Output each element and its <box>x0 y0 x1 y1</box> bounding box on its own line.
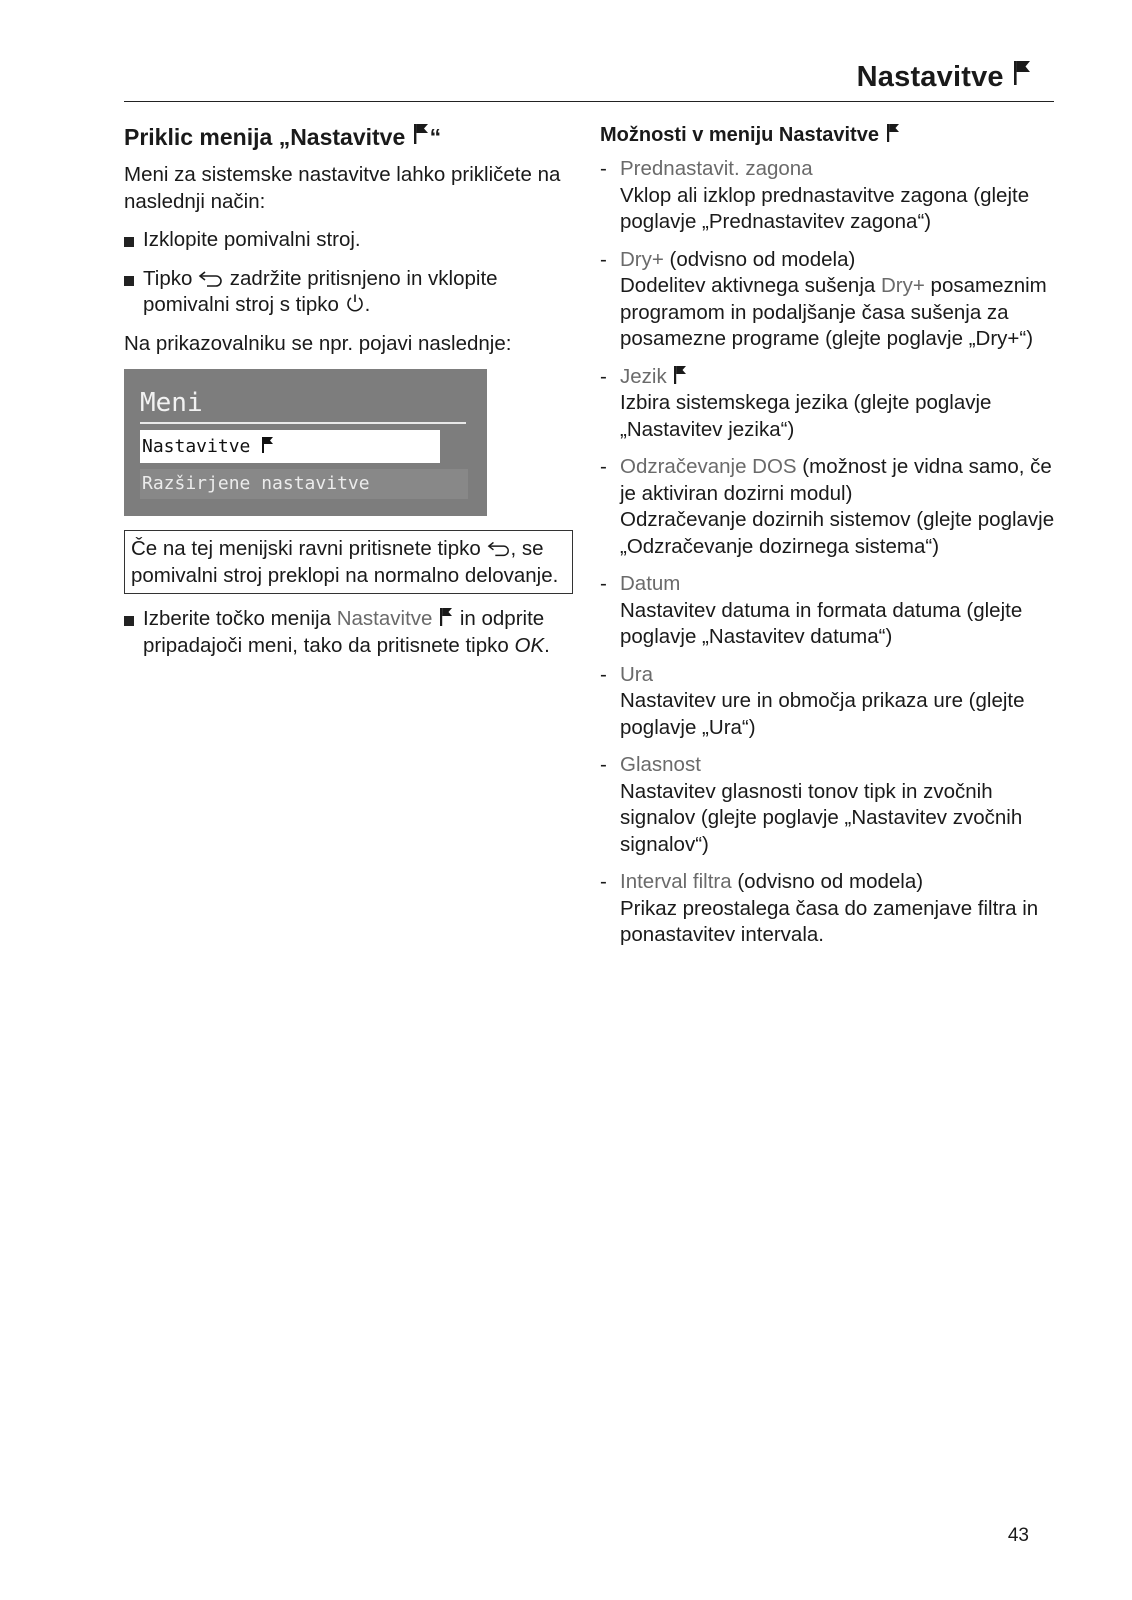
instruction-step <box>124 227 584 254</box>
option-name: Odzračevanje DOS <box>620 455 797 478</box>
step-text: in odprite pripadajoči meni, tako da pritisnete tipko <box>143 607 545 657</box>
bullet-square-icon <box>124 276 134 286</box>
bullet-square-icon <box>124 237 134 247</box>
header-title-text: Nastavitve <box>856 61 1004 93</box>
flag-icon <box>885 123 901 143</box>
options-heading-text: Možnosti v meniju Nastavitve <box>600 124 879 146</box>
left-column <box>124 122 584 671</box>
option-description: Izbira sistemskega jezika (glejte poglavje „Nastavitev jezika“) <box>620 391 992 441</box>
instruction-step <box>124 266 584 319</box>
display-intro-text: Na prikazovalniku se npr. pojavi naslednje: <box>124 331 512 355</box>
page-header-title <box>857 60 1032 94</box>
option-note: (odvisno od modela) <box>663 247 856 271</box>
option-item: - Datum Nastavitev datuma in formata datuma (glejte poglavje „Nastavitev datuma“) <box>600 572 1023 648</box>
flag-icon <box>672 365 688 385</box>
step-text: Izberite točko menija <box>143 607 332 630</box>
step-text: zadržite pritisnjeno in vklopite pomivalni stroj s tipko <box>143 266 498 316</box>
power-icon <box>345 293 365 313</box>
option-description: Nastavitev glasnosti tonov tipk in zvočnih signalov (glejte poglavje „Nastavitev zvočnih signalov“) <box>620 779 1023 856</box>
option-item: - Odzračevanje DOS (možnost je vidna samo, če je aktiviran dozirni modul) Odzračevanje dozirnih sistemov (glejte poglavje „Odzračevanje dozirnega sistema“) <box>600 455 1055 558</box>
step-text: . <box>544 633 550 657</box>
lcd-menu-item: Razširjene nastavitve <box>140 469 468 499</box>
lcd-selected-label: Nastavitve <box>142 436 251 457</box>
option-description: Nastavitev datuma in formata datuma (glejte poglavje „Nastavitev datuma“) <box>620 598 1023 648</box>
step-text: Tipko <box>143 266 193 290</box>
options-heading <box>600 122 1060 148</box>
option-note: (odvisno od modela) <box>731 870 924 893</box>
intro-text: Meni za sistemske nastavitve lahko prikličete na naslednji način: <box>124 163 561 213</box>
option-description: Nastavitev ure in območja prikaza ure (glejte poglavje „Ura“) <box>620 689 1025 739</box>
note-text: , se pomivalni stroj preklopi na normalno delovanje. <box>131 537 559 587</box>
option-item: - Glasnost Nastavitev glasnosti tonov tipk in zvočnih signalov (glejte poglavje „Nastavitev zvočnih signalov“) <box>600 753 1023 856</box>
instruction-step <box>124 606 584 659</box>
flag-icon <box>412 123 430 145</box>
flag-icon <box>261 436 275 454</box>
right-column <box>600 122 1060 960</box>
option-name: Jezik <box>620 364 667 388</box>
header-divider <box>124 101 1054 102</box>
option-note: (možnost je vidna samo, če je aktiviran dozirni modul) <box>620 455 1052 505</box>
option-item: - Jezik Izbira sistemskega jezika (glejte poglavje „Nastavitev jezika“) <box>600 364 992 441</box>
ok-key-label: OK <box>514 633 545 657</box>
option-name: Prednastavit. zagona <box>620 157 813 180</box>
option-name: Dry+ <box>620 247 664 271</box>
option-name: Glasnost <box>620 753 701 776</box>
option-item: - Dry+ (odvisno od modela) Dodelitev aktivnega sušenja Dry+ posameznim programom in podaljšanje časa sušenja za posamezne programe (glejte poglavje „Dry+“) <box>600 247 1047 350</box>
display-menu-name: Nastavitve <box>336 607 433 630</box>
step-text: . <box>364 293 371 316</box>
section-heading-text: Priklic menija „Nastavitve <box>124 124 406 150</box>
option-name: Interval filtra <box>620 870 732 893</box>
flag-icon <box>1012 60 1032 86</box>
info-note <box>124 530 573 594</box>
step-text: Izklopite pomivalni stroj. <box>143 228 361 251</box>
option-description: Vklop ali izklop prednastavitve zagona (glejte poglavje „Prednastavitev zagona“) <box>620 183 1030 233</box>
option-description: Odzračevanje dozirnih sistemov (glejte poglavje „Odzračevanje dozirnega sistema“) <box>620 508 1055 558</box>
back-arrow-icon <box>198 269 224 287</box>
section-heading <box>124 122 584 152</box>
note-text: Če na tej menijski ravni pritisnete tipko <box>131 537 481 560</box>
option-description: posameznim programom in podaljšanje časa sušenja za posamezne programe (glejte poglavje „Dry+“) <box>620 274 1047 350</box>
section-heading-quote: “ <box>429 124 442 150</box>
option-name: Ura <box>620 662 654 686</box>
lcd-selected-item <box>140 430 440 463</box>
option-item: - Interval filtra (odvisno od modela) Prikaz preostalega časa do zamenjave filtra in ponastavitev intervala. <box>600 870 1039 946</box>
option-description: Dodelitev aktivnega sušenja <box>620 274 876 297</box>
lcd-menu-title: Meni <box>140 385 466 424</box>
option-description: Prikaz preostalega časa do zamenjave filtra in ponastavitev intervala. <box>620 896 1039 946</box>
option-item: - Prednastavit. zagona Vklop ali izklop prednastavitve zagona (glejte poglavje „Prednastavitev zagona“) <box>600 157 1030 233</box>
bullet-square-icon <box>124 616 134 626</box>
option-item: - Ura Nastavitev ure in območja prikaza ure (glejte poglavje „Ura“) <box>600 662 1025 739</box>
back-arrow-icon <box>487 539 511 557</box>
flag-icon <box>438 607 454 627</box>
display-screenshot <box>124 369 487 516</box>
option-name: Datum <box>620 572 681 595</box>
option-description-display-term: Dry+ <box>880 274 925 297</box>
page-number: 43 <box>1007 1525 1029 1546</box>
